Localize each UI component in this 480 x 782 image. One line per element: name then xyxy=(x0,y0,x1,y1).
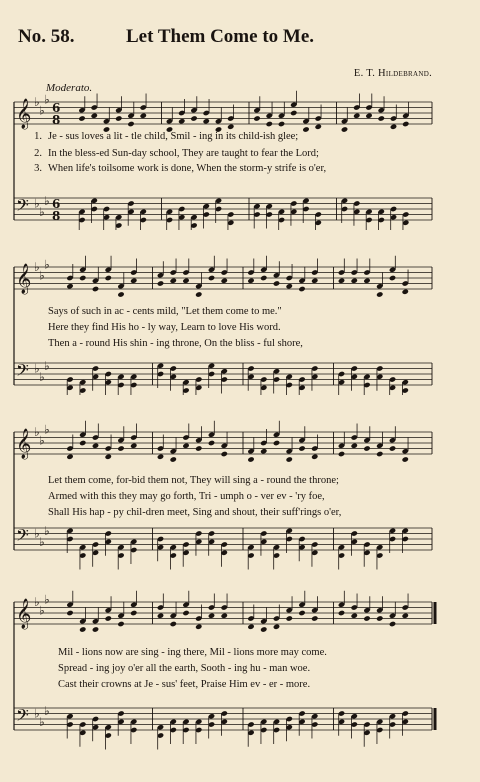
lyric-text: Let them come, for-bid them not, They will sing a - round the throne; xyxy=(48,475,339,486)
verse-line-4-3 xyxy=(58,680,480,691)
svg-text:♭: ♭ xyxy=(44,523,50,538)
svg-text:♭: ♭ xyxy=(44,257,50,272)
verse-line-4-2 xyxy=(58,664,480,675)
svg-text:♭: ♭ xyxy=(39,534,45,549)
svg-text:𝄢: 𝄢 xyxy=(16,360,29,384)
svg-text:𝄢: 𝄢 xyxy=(16,705,29,729)
svg-text:♭: ♭ xyxy=(44,422,50,437)
lyric-text: Armed with this they may go forth, Tri - umph o - ver ev - 'ry foe, xyxy=(48,491,325,502)
verse-line-4-1 xyxy=(58,648,480,659)
hymn-number: No. 58. xyxy=(18,26,75,47)
svg-text:♭: ♭ xyxy=(34,196,40,211)
lyric-text: Then a - round His shin - ing throne, On the bliss - ful shore, xyxy=(48,338,303,349)
hymn-header xyxy=(18,26,462,56)
lyric-text: Je - sus loves a lit - tle child, Smil - ing in its child-ish glee; xyxy=(48,131,299,142)
music-system-2 xyxy=(0,255,480,395)
verse-line-2-3 xyxy=(48,339,480,350)
svg-text:𝄞: 𝄞 xyxy=(16,429,32,459)
svg-text:8: 8 xyxy=(52,209,61,223)
verse-line-1-1 xyxy=(28,132,480,143)
lyric-text: Shall His hap - py chil-dren meet, Sing and shout, their suff'rings o'er, xyxy=(48,507,342,518)
composer-credit: E. T. Hildebrand. xyxy=(353,68,432,79)
svg-text:♭: ♭ xyxy=(44,703,50,718)
verse-number: 3. xyxy=(34,163,42,174)
svg-text:♭: ♭ xyxy=(39,369,45,384)
verse-line-3-1 xyxy=(48,476,480,487)
svg-text:♭: ♭ xyxy=(39,103,45,118)
music-system-4 xyxy=(0,590,480,750)
svg-text:♭: ♭ xyxy=(34,95,40,109)
music-system-3 xyxy=(0,420,480,570)
verse-line-1-3 xyxy=(28,164,480,175)
lyric-text: Here they find His ho - ly way, Learn to love His word. xyxy=(48,322,281,333)
svg-text:♭: ♭ xyxy=(44,193,50,208)
svg-text:𝄞: 𝄞 xyxy=(16,264,32,294)
verse-line-3-2 xyxy=(48,492,480,503)
music-system-1 xyxy=(0,90,480,230)
svg-text:♭: ♭ xyxy=(44,92,50,107)
svg-text:♭: ♭ xyxy=(44,592,50,607)
verse-line-1-2 xyxy=(28,149,480,160)
svg-text:♭: ♭ xyxy=(39,204,45,219)
lyric-text: Cast their crowns at Je - sus' feet, Praise Him ev - er - more. xyxy=(58,679,311,690)
svg-text:♭: ♭ xyxy=(34,260,40,274)
svg-text:6: 6 xyxy=(52,101,61,115)
svg-text:𝄞: 𝄞 xyxy=(16,99,32,129)
lyric-text: Says of such in ac - cents mild, "Let them come to me." xyxy=(48,306,282,317)
svg-text:𝄢: 𝄢 xyxy=(16,525,29,549)
verse-line-3-3 xyxy=(48,508,480,519)
hymn-title: Let Them Come to Me. xyxy=(126,26,315,47)
lyric-text: In the bless-ed Sun-day school, They are taught to fear the Lord; xyxy=(48,148,319,159)
svg-text:♭: ♭ xyxy=(34,595,40,609)
svg-text:𝄢: 𝄢 xyxy=(16,195,29,219)
verse-number: 2. xyxy=(34,148,42,159)
svg-text:𝄞: 𝄞 xyxy=(16,599,32,629)
verse-line-2-1 xyxy=(48,307,480,318)
verse-line-2-2 xyxy=(48,323,480,334)
tempo-marking: Moderato. xyxy=(46,82,93,94)
lyric-text: When life's toilsome work is done, When the storm-y strife is o'er, xyxy=(48,163,327,174)
svg-text:♭: ♭ xyxy=(39,268,45,283)
music-notation-1 xyxy=(0,90,480,230)
svg-text:♭: ♭ xyxy=(44,358,50,373)
svg-text:♭: ♭ xyxy=(34,361,40,376)
svg-text:6: 6 xyxy=(52,197,61,211)
svg-text:♭: ♭ xyxy=(34,526,40,541)
lyric-text: Mil - lions now are sing - ing there, Mil - lions more may come. xyxy=(58,647,327,658)
svg-text:8: 8 xyxy=(52,113,61,127)
svg-text:♭: ♭ xyxy=(34,425,40,439)
svg-text:♭: ♭ xyxy=(39,433,45,448)
svg-text:♭: ♭ xyxy=(34,706,40,721)
lyric-text: Spread - ing joy o'er all the earth, Sooth - ing hu - man woe. xyxy=(58,663,311,674)
svg-text:♭: ♭ xyxy=(39,603,45,618)
svg-text:♭: ♭ xyxy=(39,714,45,729)
verse-number: 1. xyxy=(34,131,42,142)
